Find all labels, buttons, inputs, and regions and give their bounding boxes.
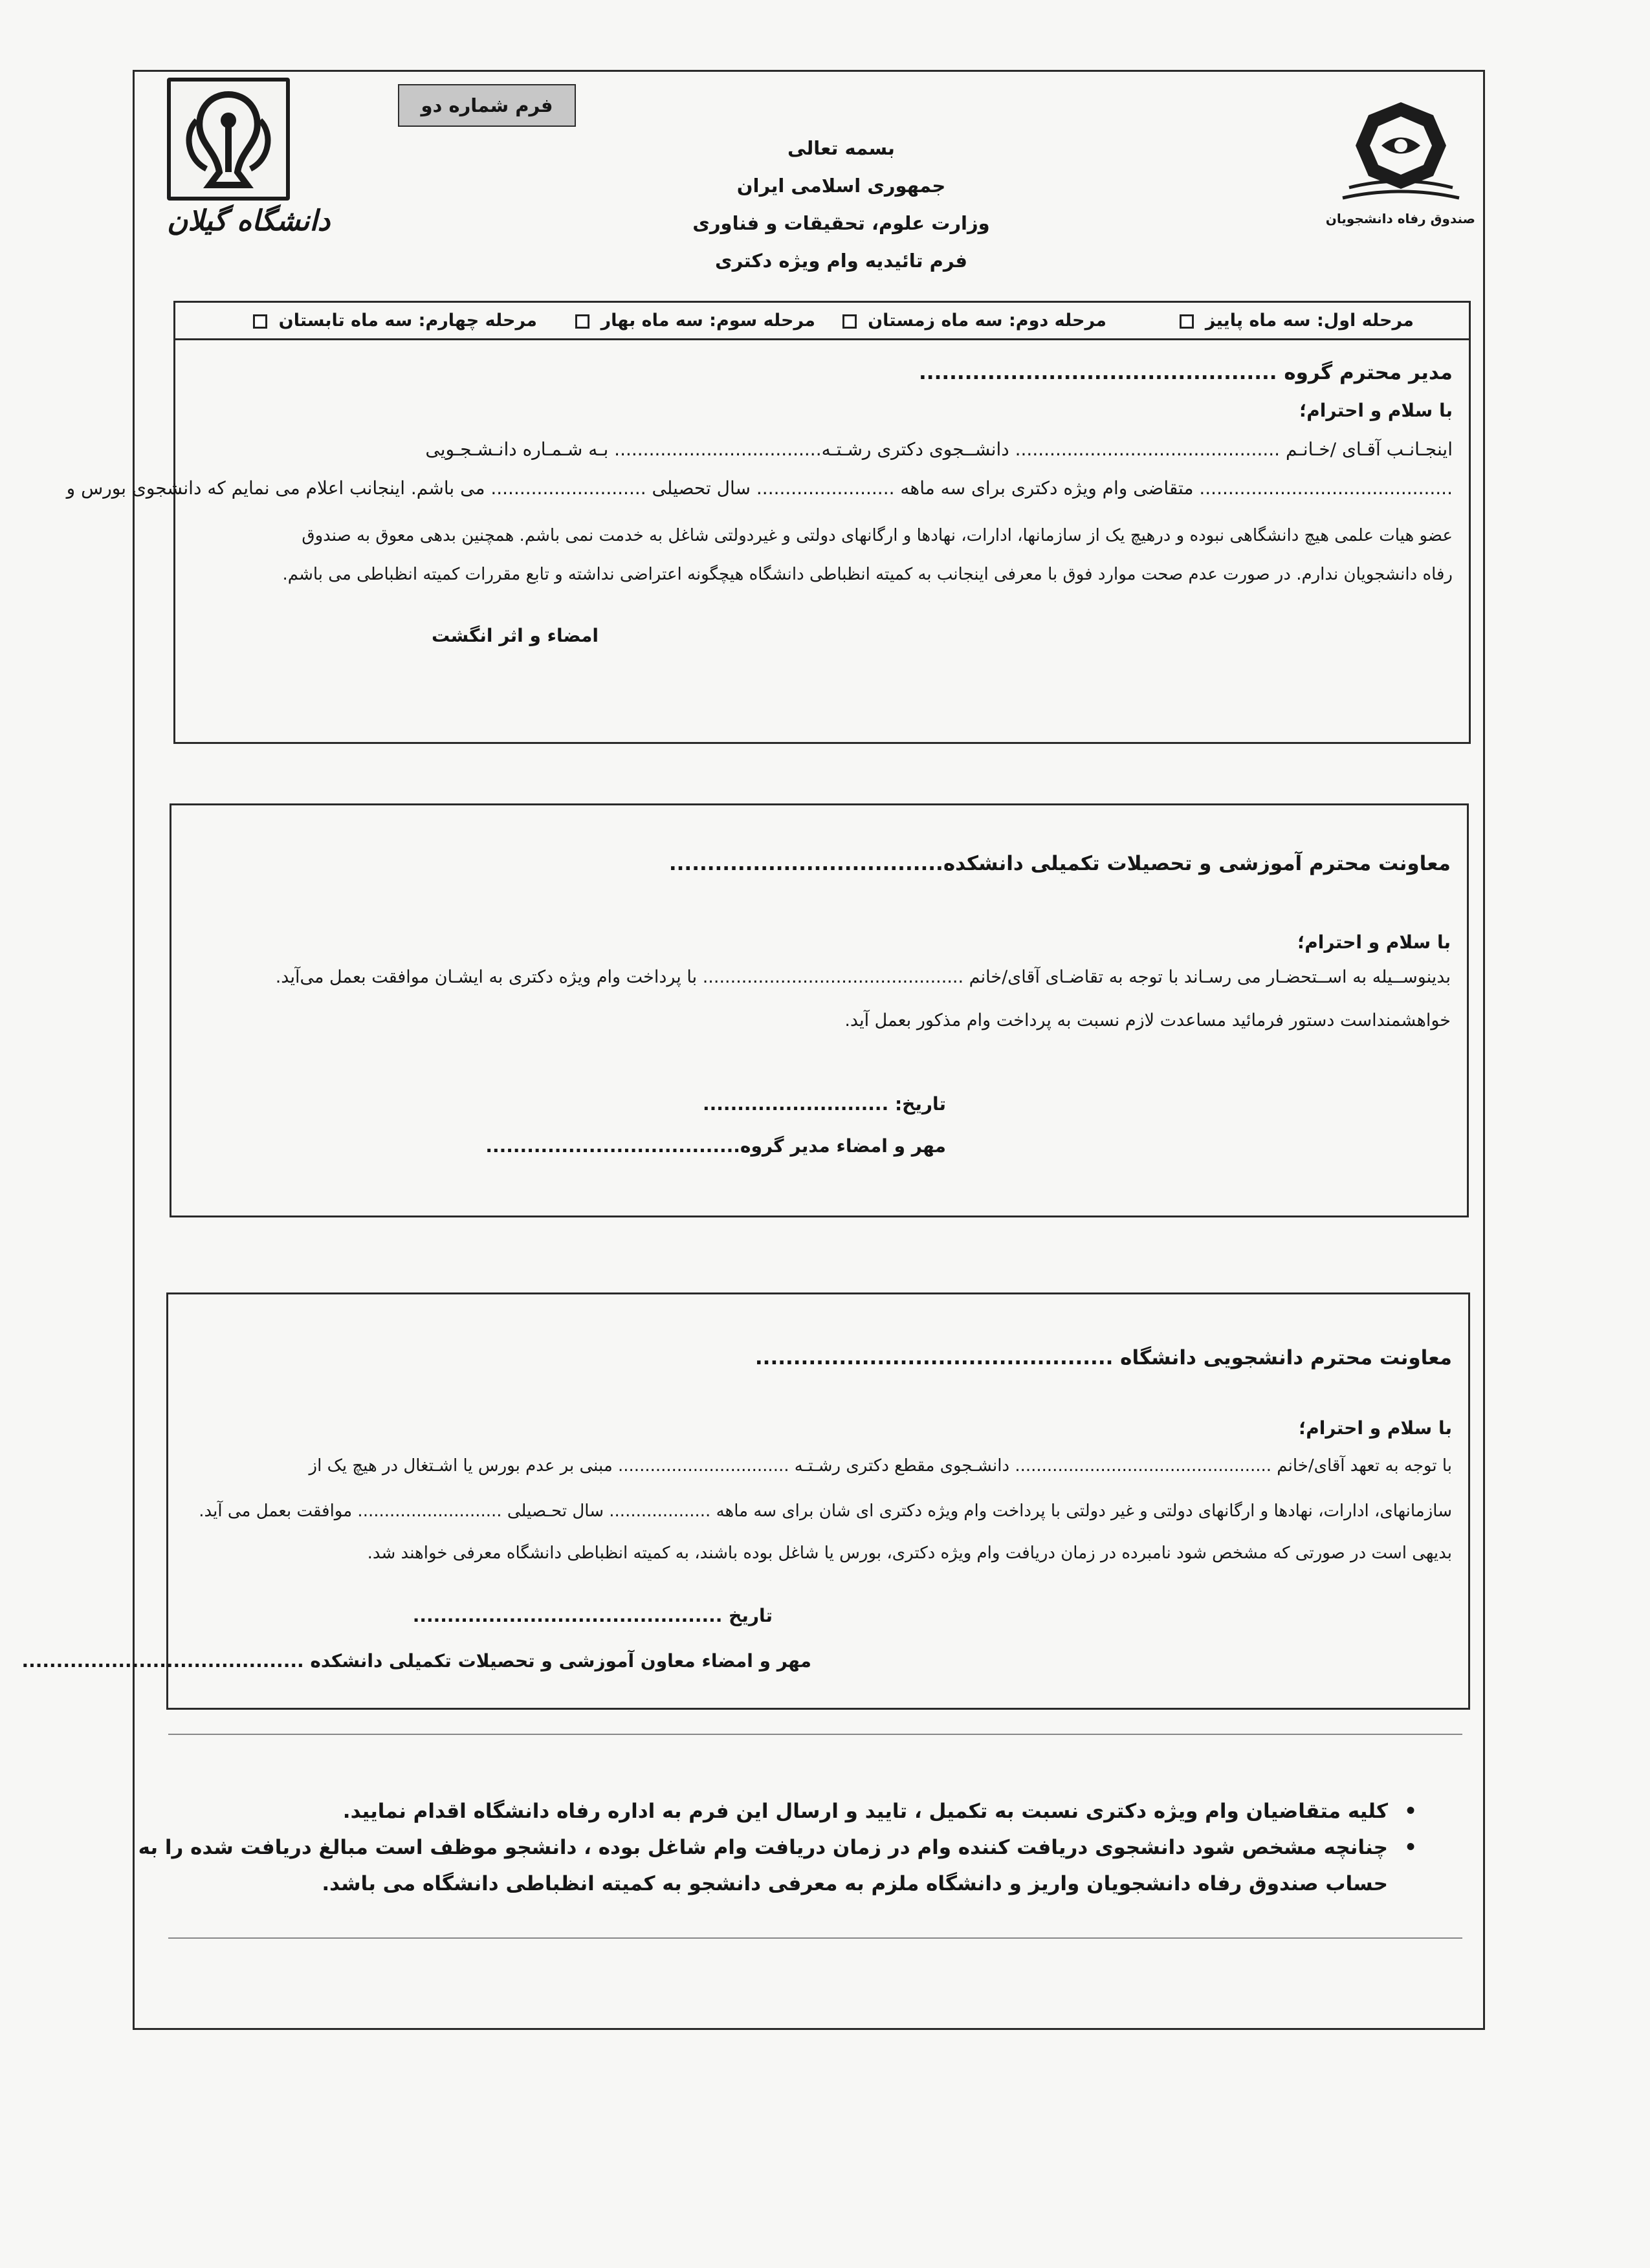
stage-option-autumn[interactable]: [1180, 311, 1414, 331]
stage-checkbox[interactable]: [1180, 314, 1194, 329]
request-line: اینجـانـب آقـای /خـانـم .............................................. دانشــجوی دکتری رشـتـه.................................... بـه شـمـاره دانـشـجـویی: [425, 439, 1453, 460]
university-logo: [167, 78, 331, 252]
form-title-block: [679, 129, 1003, 279]
note-item: [342, 1795, 1424, 1827]
stage-option-winter[interactable]: [842, 311, 1106, 331]
request-line: عضو هیات علمی هیچ دانشگاهی نبوده و درهیچ یک از سازمانها، ادارات، نهادها و ارگانهای دولتی و غیردولتی شاغل به خدمت نمی باشم. همچنین بدهی معوق به صندوق: [302, 526, 1453, 545]
title-line: وزارت علوم، تحقیقات و فناوری: [692, 212, 990, 234]
request-line: ............................................ متقاضی وام ویژه دکتری برای سه ماهه ........................ سال تحصیلی ........................... می باشم. اینجانب اعلام می نمایم که دانشجوی بورس و: [66, 477, 1453, 499]
title-line: جمهوری اسلامی ایران: [736, 175, 946, 197]
date-label: تاریخ: ...........................: [703, 1093, 946, 1115]
note-text: کلیه متقاضیان وام ویژه دکتری نسبت به تکمیل ، تایید و ارسال این فرم به اداره رفاه دانشگاه اقدام نمایید.: [342, 1800, 1388, 1823]
faculty-deputy-section: [21, 1292, 1470, 1710]
note-item-continued: [322, 1868, 1424, 1900]
stage-label: مرحله سوم: سه ماه بهار: [600, 311, 815, 331]
approval-line: بدینوســیله به اســتحضـار می رسـاند با توجه به تقاضـای آقای/خانم ............................................... با پرداخت وام ویژه دکتری به ایشـان موافقت بعمل می‌آید.: [275, 967, 1451, 987]
welfare-fund-text: صندوق رفاه دانشجویان: [1325, 211, 1475, 226]
stage-label: مرحله اول: سه ماه پاییز: [1205, 311, 1414, 331]
university-logo-text: دانشگاه گیلان: [167, 204, 331, 237]
greeting: با سلام و احترام؛: [1299, 400, 1453, 421]
title-line: فرم تائیدیه وام ویژه دکتری: [715, 250, 967, 272]
date-label: تاریخ .............................................: [412, 1605, 773, 1626]
approval-line: خواهشمنداست دستور فرمائید مساعدت لازم نسبت به پرداخت وام مذکور بعمل آید.: [844, 1010, 1451, 1030]
stage-option-summer[interactable]: [253, 311, 537, 331]
title-line: بسمه تعالی: [787, 137, 895, 159]
stage-option-spring[interactable]: [575, 311, 815, 331]
signature-fingerprint-label: امضاء و اثر انگشت: [431, 625, 599, 646]
stage-checkbox[interactable]: [253, 314, 267, 329]
note-text: چنانچه مشخص شود دانشجوی دریافت کننده وام در زمان دریافت وام شاغل بوده ، دانشجو موظف است مبالغ دریافت شده را به: [138, 1836, 1388, 1859]
stage-checkbox[interactable]: [842, 314, 857, 329]
welfare-fund-logo: [1326, 97, 1475, 233]
faculty-deputy-addressee: معاونت محترم آموزشی و تحصیلات تکمیلی دانشکده....................................: [668, 852, 1451, 875]
stage-selector-row: [175, 303, 1469, 340]
university-emblem-icon: [167, 78, 290, 201]
notes-list: [138, 1795, 1424, 1900]
stage-checkbox[interactable]: [575, 314, 589, 329]
welfare-fund-emblem-icon: [1336, 97, 1466, 207]
divider: [168, 1734, 1462, 1735]
note-item: [138, 1831, 1424, 1864]
approval-line: با توجه به تعهد آقای/خانم ................................................ دانشـجوی مقطع دکتری رشـتـه ................................ مبنی بر عدم بورس یا اشـتغال در هیچ یک از: [309, 1456, 1452, 1476]
greeting: با سلام و احترام؛: [1297, 932, 1451, 953]
bullet-icon: •: [1404, 1800, 1417, 1823]
request-line: رفاه دانشجویان ندارم. در صورت عدم صحت موارد فوق با معرفی اینجانب به کمیته انظباطی دانشگاه هیچگونه اعتراضی نداشته و تابع مقررات کمیته انظباطی می باشم.: [282, 565, 1453, 584]
approval-line: سازمانهای، ادارات، نهادها و ارگانهای دولتی و غیر دولتی با پرداخت وام ویژه دکتری ای شان برای سه ماهه ................... سال تحـصیلی ........................... موافقت بعمل می آید.: [199, 1501, 1452, 1521]
stage-label: مرحله چهارم: سه ماه تابستان: [278, 311, 537, 331]
group-manager-section: [170, 803, 1469, 1217]
group-manager-addressee: مدیر محترم گروه ...............................................: [919, 361, 1453, 384]
group-manager-signature: مهر و امضاء مدیر گروه.....................................: [485, 1135, 946, 1157]
form-number-badge: فرم شماره دو: [398, 84, 576, 127]
divider: [168, 1937, 1462, 1939]
approval-line: بدیهی است در صورتی که مشخص شود نامبرده در زمان دریافت وام ویژه دکتری، بورس یا شاغل بوده باشند، به کمیته انظباطی دانشگاه معرفی خواهند شد.: [367, 1543, 1452, 1563]
greeting: با سلام و احترام؛: [1299, 1417, 1452, 1439]
student-request-section: [66, 301, 1471, 744]
faculty-deputy-signature: مهر و امضاء معاون آموزشی و تحصیلات تکمیلی دانشکده .........................................: [21, 1650, 811, 1672]
note-text: حساب صندوق رفاه دانشجویان واریز و دانشگاه ملزم به معرفی دانشجو به کمیته انظباطی دانشگاه می باشد.: [322, 1872, 1388, 1895]
student-affairs-addressee: معاونت محترم دانشجویی دانشگاه ...............................................: [754, 1346, 1452, 1369]
stage-label: مرحله دوم: سه ماه زمستان: [868, 311, 1106, 331]
bullet-icon: •: [1404, 1836, 1417, 1859]
